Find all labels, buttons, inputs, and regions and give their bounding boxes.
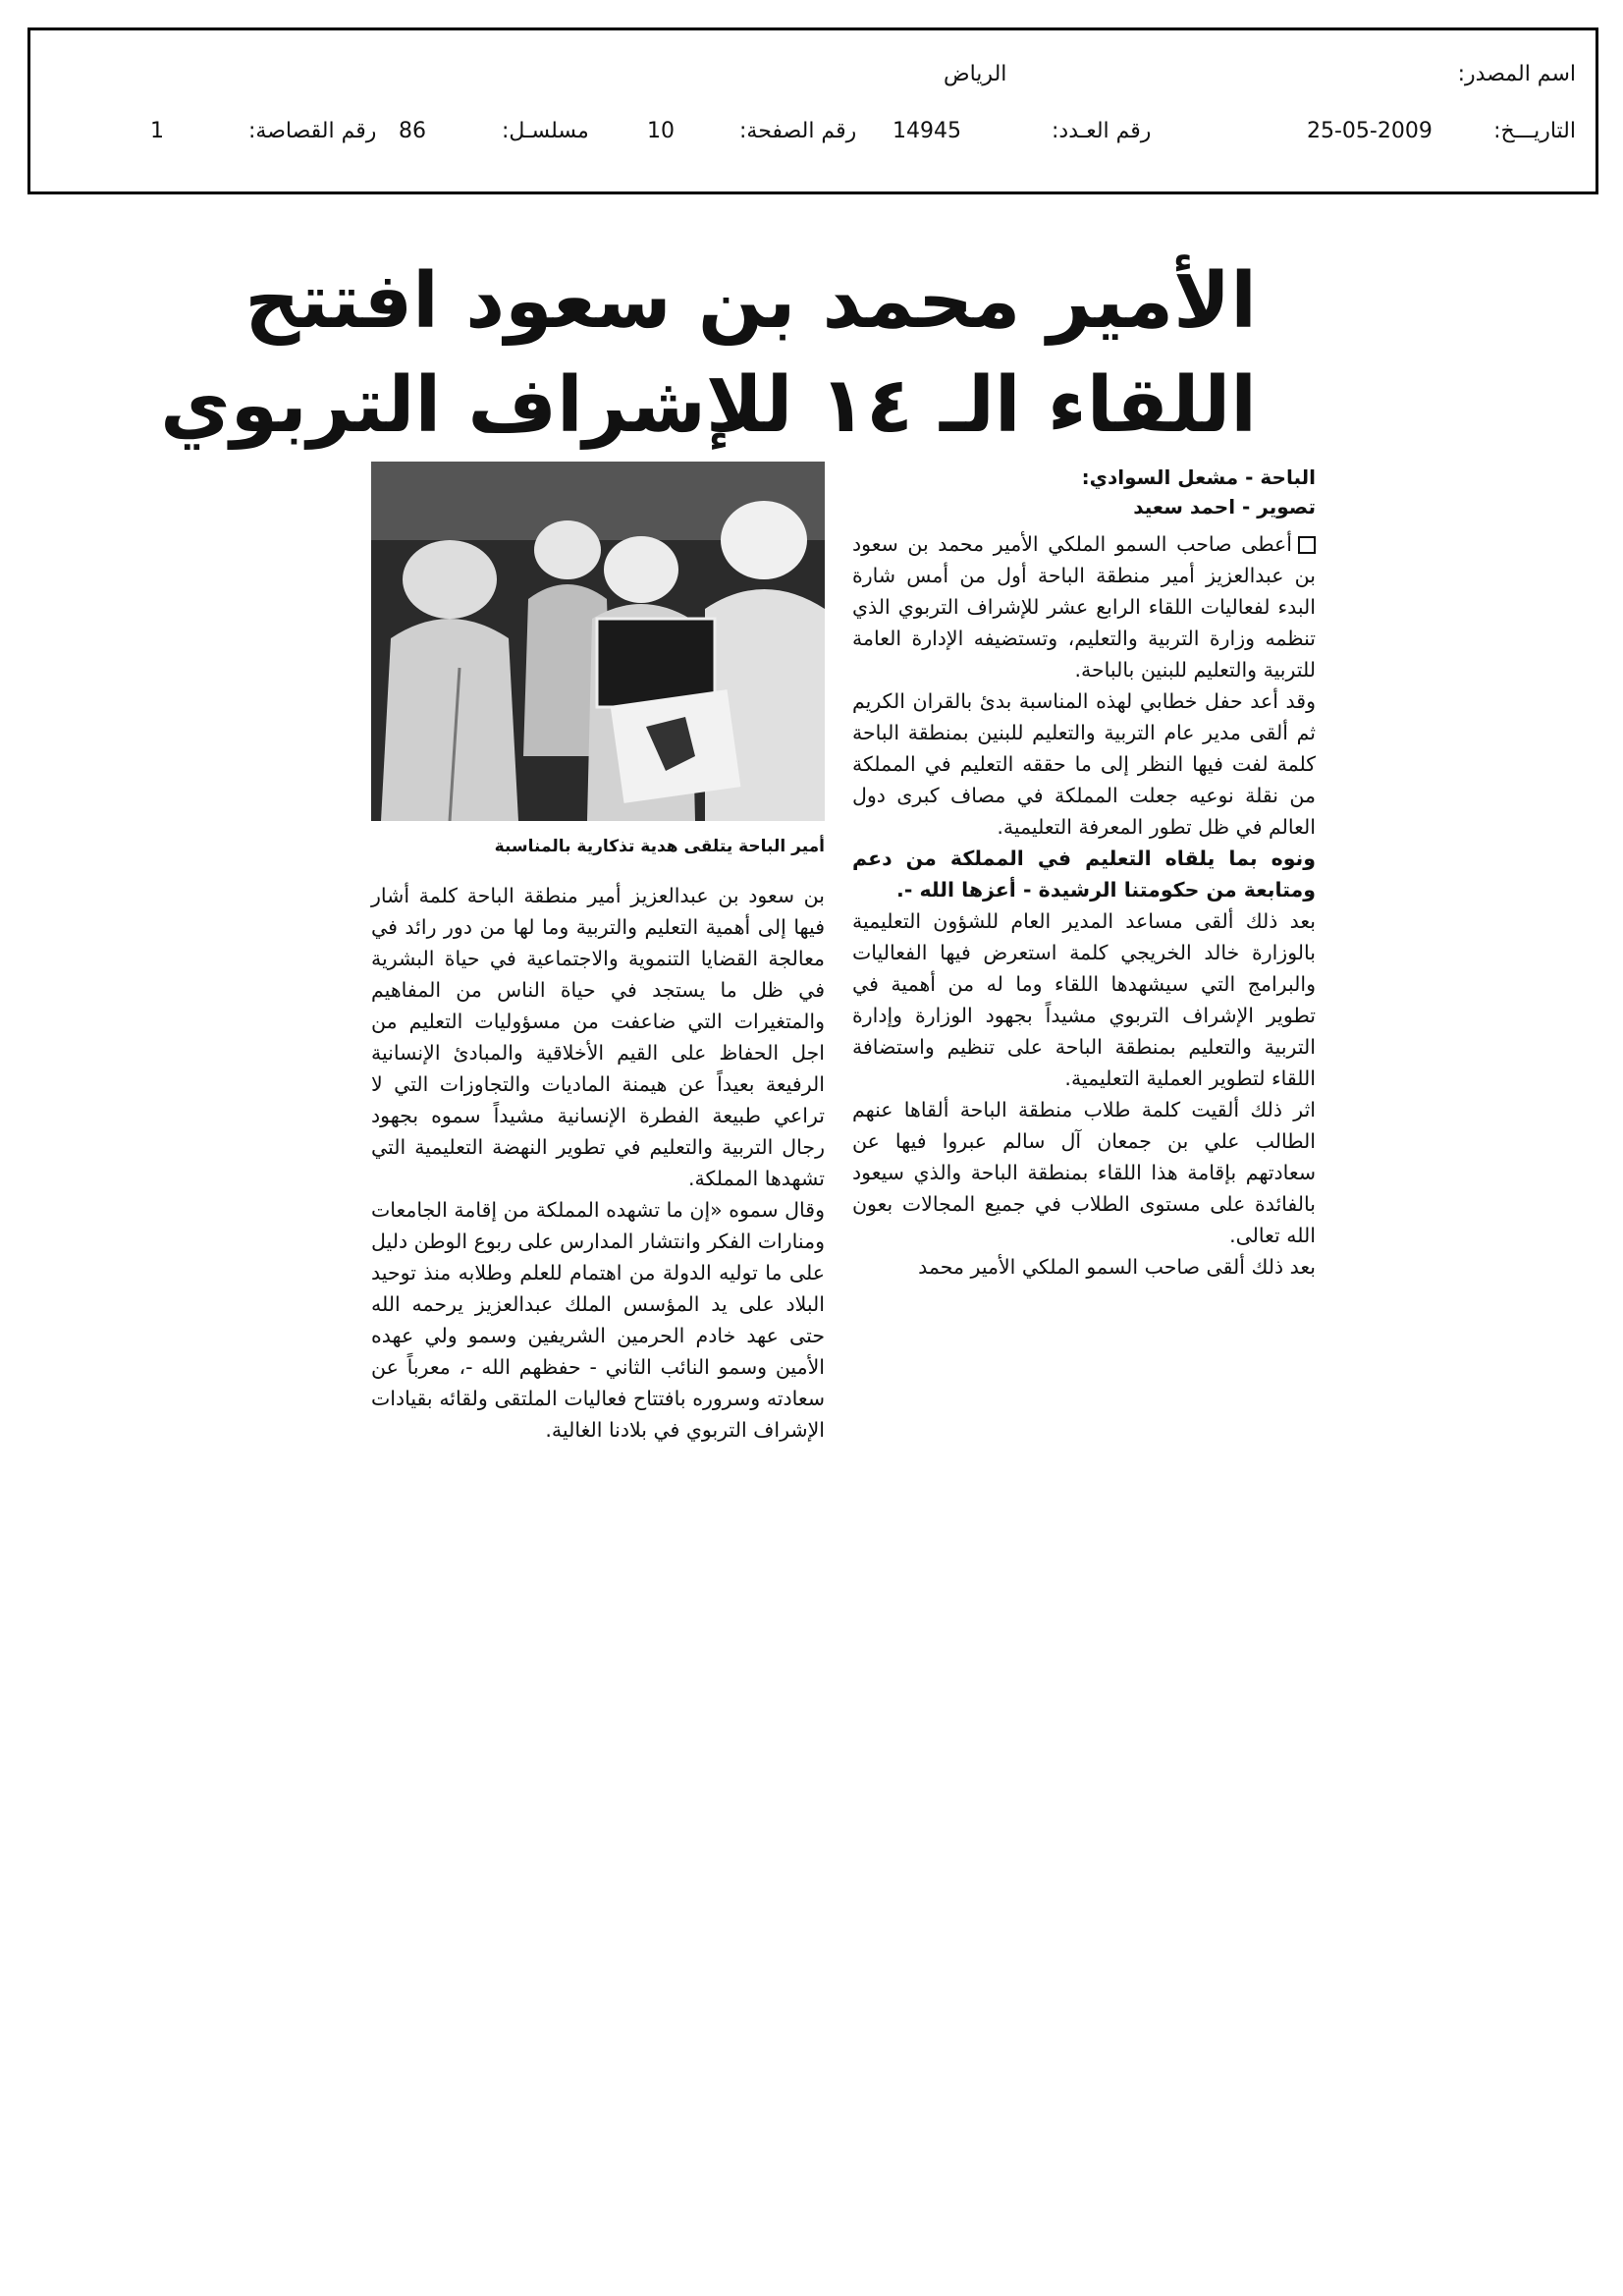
paragraph: وقال سموه «إن ما تشهده المملكة من إقامة الجامعات ومنارات الفكر وانتشار المدارس على ربوع الوطن دليل على ما توليه الدولة من اهتمام للعلم وطلابه منذ توحيد البلاد على يد المؤسس الملك عبدالعزيز يرحمه الله حتى عهد خادم الحرمين الشريفين وسمو ولي عهده الأمين وسمو النائب الثاني - حفظهم الله -، معرباً عن سعادته وسروره بافتتاح فعاليات الملتقى ولقائه بقيادات الإشراف التربوي في بلادنا الغالية.	[371, 1198, 825, 1442]
byline-photographer: تصوير - احمد سعيد	[1133, 495, 1316, 519]
paragraph: أعطى صاحب السمو الملكي الأمير محمد بن سعود بن عبدالعزيز أمير منطقة الباحة أول من أمس شارة البدء لفعاليات اللقاء الرابع عشر للإشراف التربوي الذي تنظمه وزارة التربية والتعليم، وتستضيفه الإدارة العامة للتربية والتعليم للبنين بالباحة.	[852, 532, 1316, 682]
photo-illustration	[371, 462, 825, 821]
headline-line-2: اللقاء الـ ١٤ للإشراف التربوي	[160, 361, 1257, 450]
serial-label: مسلسـل:	[502, 119, 589, 143]
clip-label: رقم القصاصة:	[248, 119, 377, 143]
date-label: التاريـــخ:	[1493, 119, 1576, 143]
article-column-right	[852, 528, 1316, 1283]
paragraph: اثر ذلك ألقيت كلمة طلاب منطقة الباحة ألقاها عنهم الطالب علي بن جمعان آل سالم عبروا فيها عن سعادتهم بإقامة هذا اللقاء بمنطقة الباحة والذي سيعود بالفائدة على مستوى الطلاب في جميع المجالات بعون الله تعالى.	[852, 1098, 1316, 1247]
paragraph: بعد ذلك ألقى صاحب السمو الملكي الأمير محمد	[918, 1255, 1316, 1279]
page-value: 10	[647, 119, 675, 143]
clipping-header	[27, 27, 1598, 194]
article-column-left	[371, 880, 825, 1446]
square-bullet-icon	[1298, 536, 1316, 554]
clip-value: 1	[150, 119, 164, 143]
issue-label: رقم العـدد:	[1052, 119, 1152, 143]
paragraph: بعد ذلك ألقى مساعد المدير العام للشؤون التعليمية بالوزارة خالد الخريجي كلمة استعرض فيها الفعاليات والبرامج التي سيشهدها اللقاء وما له من أهمية في تطوير الإشراف التربوي مشيداً بجهود الوزارة وإدارة التربية والتعليم بمنطقة الباحة على تنظيم واستضافة اللقاء لتطوير العملية التعليمية.	[852, 909, 1316, 1090]
source-label: اسم المصدر:	[1457, 62, 1576, 86]
paragraph: بن سعود بن عبدالعزيز أمير منطقة الباحة كلمة أشار فيها إلى أهمية التعليم والتربية وما لها من دور رائد في معالجة القضايا التنموية والاجتماعية في حياة البشرية في ظل ما يستجد في حياة الناس من المفاهيم والمتغيرات التي ضاعفت من مسؤوليات التعليم من اجل الحفاظ على القيم الأخلاقية والمبادئ الإنسانية الرفيعة بعيداً عن هيمنة الماديات والتجاوزات التي لا تراعي طبيعة الفطرة الإنسانية مشيداً سموه بجهود رجال التربية والتعليم في تطوير النهضة التعليمية التي تشهدها المملكة.	[371, 884, 825, 1190]
date-value: 25-05-2009	[1307, 119, 1433, 143]
headline-line-1: الأمير محمد بن سعود افتتح	[244, 257, 1257, 346]
paragraph: وقد أعد حفل خطابي لهذه المناسبة بدئ بالقران الكريم ثم ألقى مدير عام التربية والتعليم للبنين بمنطقة الباحة كلمة لفت فيها النظر إلى ما حققه التعليم في المملكة من نقلة نوعيه جعلت المملكة في مصاف كبرى دول العالم في ظل تطور المعرفة التعليمية.	[852, 689, 1316, 839]
paragraph: ونوه بما يلقاه التعليم في المملكة من دعم ومتابعة من حكومتنا الرشيدة - أعزها الله -.	[852, 847, 1316, 902]
issue-value: 14945	[893, 119, 961, 143]
serial-value: 86	[399, 119, 426, 143]
page-label: رقم الصفحة:	[739, 119, 857, 143]
photo-caption: أمير الباحة يتلقى هدية تذكارية بالمناسبة	[494, 837, 825, 856]
byline-reporter: الباحة - مشعل السوادي:	[1081, 465, 1316, 489]
article-photo	[371, 462, 825, 821]
source-value: الرياض	[944, 62, 1007, 86]
